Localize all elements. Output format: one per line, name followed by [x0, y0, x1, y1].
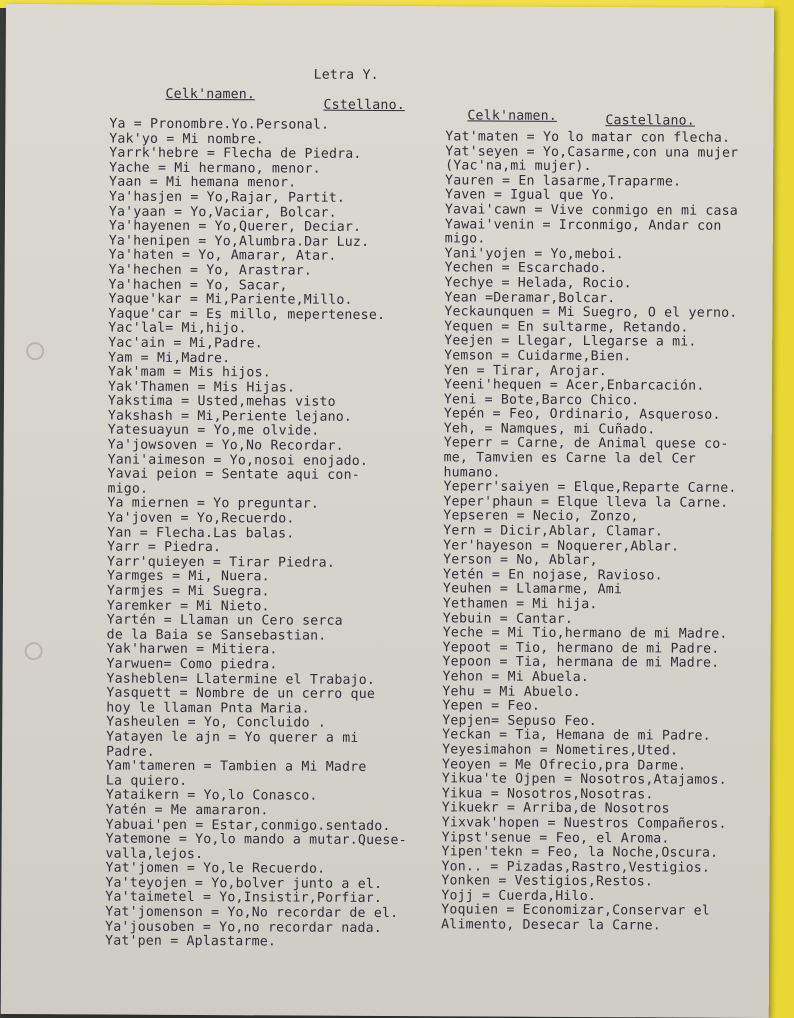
document-page	[1, 4, 774, 1018]
entry-line: Padre.	[106, 744, 155, 760]
entry-line: Yat'maten = Yo lo matar con flecha.	[445, 129, 731, 146]
entry-line: Yequen = En sultarme, Retando.	[444, 319, 689, 336]
entry-line: Yeuhen = Llamarme, Ami	[442, 581, 623, 598]
entry-line: Ya miernen = Yo preguntar.	[107, 495, 320, 513]
entry-line: Yepseren = Necio, Zonzo,	[443, 508, 639, 525]
entry-line: Yeche = Mi Tio,hermano de mi Madre.	[442, 625, 728, 642]
entry-line: Yethamen = Mi hija.	[442, 596, 598, 613]
entry-line: Yeeni'hequen = Acer,Enbarcación.	[443, 377, 705, 394]
left-column	[105, 118, 439, 952]
entry-line: Yarr = Piedra.	[107, 539, 222, 556]
entry-line: Yauren = En lasarme,Traparme.	[445, 173, 682, 190]
entry-line: Yan = Flecha.Las balas.	[107, 525, 295, 542]
entry-line: Ya'hachen = Yo, Sacar,	[108, 277, 288, 294]
entry-line: Yepoon = Tia, hermana de mi Madre.	[442, 654, 720, 672]
entry-line: Yaque'car = Es millo, mepertenese.	[108, 306, 386, 323]
entry-line: Ya'henipen = Yo,Alumbra.Dar Luz.	[108, 233, 370, 250]
entry-line: (Yac'na,mi mujer).	[445, 158, 592, 175]
entry-line: Yerson = No, Ablar,	[443, 552, 598, 569]
entry-line: Yeckaunquen = Mi Suegro, O el yerno.	[444, 304, 738, 321]
entry-line: Yarmjes = Mi Suegra.	[106, 583, 270, 600]
entry-line: Yechen = Escarchado.	[444, 260, 608, 277]
entry-line: Yehu = Mi Abuelo.	[442, 683, 581, 700]
entry-line: Yakstima = Usted,mehas visto	[107, 393, 336, 411]
entry-line: La quiero.	[105, 773, 188, 789]
entry-line: Ya'hechen = Yo, Arastrar.	[108, 262, 313, 279]
entry-line: Ya'hayenen = Yo,Querer, Deciar.	[108, 218, 362, 236]
entry-line: Yakshash = Mi,Periente lejano.	[107, 408, 353, 425]
entry-line: Yavai'cawn = Vive conmigo en mi casa	[444, 202, 738, 219]
entry-line: Yixvak'hopen = Nuestros Compañeros.	[441, 815, 727, 832]
entry-line: Yen = Tirar, Arojar.	[444, 362, 607, 379]
entry-line: Yipen'tekn = Feo, la Noche,Oscura.	[441, 844, 719, 861]
entry-line: Yasheblen= Llatermine el Trabajo.	[106, 671, 376, 688]
entry-line: Ya = Pronombre.Yo.Personal.	[109, 116, 330, 133]
entry-line: Yipst'senue = Feo, el Aroma.	[441, 829, 670, 846]
entry-line: valla,lejos.	[105, 846, 204, 862]
entry-line: Yavai peion = Sentate aqui con-	[107, 466, 360, 484]
header-right-native: Celk'namen.	[467, 108, 558, 124]
entry-line: Yeni = Bote,Barco Chico.	[443, 391, 640, 409]
entry-line: Yat'jomenson = Yo,No recordar de el.	[105, 904, 399, 922]
entry-line: humano.	[443, 464, 501, 481]
header-left-spanish: Cstellano.	[323, 97, 405, 114]
entry-line: Yoquien = Economizar,Conservar el	[441, 902, 710, 920]
entry-line: Ya'taimetel = Yo,Insistir,Porfiar.	[105, 890, 383, 907]
entry-line: Yeperr = Carne, de Animal quese co-	[443, 435, 729, 453]
entry-line: Yabuai'pen = Estar,conmigo.sentado.	[105, 817, 391, 834]
entry-line: Ya'joven = Yo,Recuerdo.	[107, 510, 295, 527]
entry-line: Yikua = Nosotros,Nosotras.	[441, 786, 654, 803]
entry-line: Yatesuayun = Yo,me olvide.	[107, 423, 320, 440]
header-left-native: Celk'namen.	[165, 86, 256, 103]
entry-line: Yehon = Mi Abuela.	[442, 669, 590, 686]
entry-line: Yeckan = Tia, Hemana de mi Padre.	[442, 727, 711, 745]
page-title: Letra Y.	[313, 67, 379, 83]
entry-line: me, Tamvien es Carne la del Cer	[443, 450, 696, 467]
entry-line: Yatemone = Yo,lo mando a mutar.Quese-	[105, 831, 407, 849]
entry-line: Yikuekr = Arriba,de Nosotros	[441, 800, 670, 817]
entry-line: Yani'yojen = Yo,meboi.	[444, 246, 624, 262]
entry-line: Ya'yaan = Yo,Vaciar, Bolcar.	[108, 204, 337, 221]
entry-line: Yarmges = Mi, Nuera.	[106, 568, 270, 585]
entry-line: Yeoyen = Me Ofrecio,pra Darme.	[441, 756, 687, 774]
entry-line: Yak'yo = Mi nombre.	[109, 131, 264, 147]
entry-line: Yatayen le ajn = Yo querer a mi	[106, 729, 359, 746]
entry-line: Yepén = Feo, Ordinario, Asqueroso.	[443, 406, 721, 424]
right-column	[441, 130, 785, 934]
entry-line: Yaremker = Mi Nieto.	[106, 598, 270, 614]
header-right-spanish: Castellano.	[605, 113, 695, 129]
entry-line: Yetén = En nojase, Ravioso.	[442, 567, 663, 584]
entry-line: Yaven = Igual que Yo.	[444, 187, 616, 204]
entry-line: Yache = Mi hermano, menor.	[109, 160, 321, 177]
entry-line: Yat'seyen = Yo,Casarme,con una mujer	[445, 143, 739, 161]
entry-line: Ya'jousoben = Yo,no recordar nada.	[105, 919, 382, 936]
entry-line: Yaan = Mi hemana menor.	[109, 174, 297, 191]
entry-line: migo.	[107, 481, 149, 497]
entry-line: Ya'hasjen = Yo,Rajar, Partit.	[108, 189, 346, 206]
entry-line: Yam'tameren = Tambien a Mi Madre	[105, 758, 367, 776]
entry-line: Ya'haten = Yo, Amarar, Atar.	[108, 247, 337, 265]
entry-line: Yebuin = Cantar.	[442, 610, 574, 627]
entry-line: Yarwuen= Como piedra.	[106, 656, 278, 673]
entry-line: hoy le llaman Pnta Maria.	[106, 700, 310, 717]
entry-line: Yonken = Vestigios,Restos.	[441, 873, 654, 890]
entry-line: Yani'aimeson = Yo,nosoi enojado.	[107, 452, 369, 469]
entry-line: Yepen = Feo.	[442, 698, 541, 714]
entry-line: Yak'Thamen = Mis Hijas.	[107, 379, 296, 396]
entry-line: Yeper'phaun = Elque lleva la Carne.	[443, 494, 729, 511]
entry-line: Yac'ain = Mi,Padre.	[108, 335, 263, 352]
punch-hole	[26, 342, 44, 360]
entry-line: Yat'pen = Aplastarme.	[105, 933, 277, 950]
entry-line: Yepoot = Tio, hermano de mi Padre.	[442, 640, 720, 657]
entry-line: Yaque'kar = Mi,Pariente,Millo.	[108, 291, 353, 308]
punch-hole	[25, 642, 43, 660]
entry-line: Alimento, Desecar la Carne.	[441, 917, 662, 934]
entry-line: Yikua'te Ojpen = Nosotros,Atajamos.	[441, 771, 727, 788]
entry-line: Yat'jomen = Yo,le Recuerdo.	[105, 860, 326, 877]
entry-line: Yemson = Cuidarme,Bien.	[444, 348, 632, 365]
entry-line: Yak'harwen = Mitiera.	[106, 641, 278, 658]
entry-line: Yataikern = Yo,lo Conasco.	[105, 787, 318, 804]
entry-line: Yechye = Helada, Rocio.	[444, 275, 632, 292]
entry-line: Yawai'venin = Irconmigo, Andar con	[444, 216, 722, 234]
entry-line: Yartén = Llaman un Cero serca	[106, 612, 343, 629]
entry-line: Yeperr'saiyen = Elque,Reparte Carne.	[443, 479, 737, 497]
entry-line: migo.	[444, 231, 486, 247]
entry-line: Yepjen= Sepuso Feo.	[442, 713, 597, 729]
entry-line: Yeejen = Llegar, Llegarse a mi.	[444, 333, 697, 350]
entry-line: de la Baia se Sansebastian.	[106, 627, 327, 644]
entry-line: Yon.. = Pizadas,Rastro,Vestigios.	[441, 858, 711, 876]
entry-line: Yac'lal= Mi,hijo.	[108, 320, 247, 337]
entry-line: Yasquett = Nombre de un cerro que	[106, 685, 376, 703]
entry-line: Yatén = Me amararon.	[105, 802, 269, 819]
entry-line: Yojj = Cuerda,Hilo.	[441, 888, 597, 904]
entry-line: Yeh, = Namques, mi Cuñado.	[443, 421, 656, 438]
entry-line: Yean =Deramar,Bolcar.	[444, 289, 616, 306]
entry-line: Yern = Dicir,Ablar, Clamar.	[443, 523, 664, 540]
entry-line: Yarrk'hebre = Flecha de Piedra.	[109, 145, 362, 163]
entry-line: Yarr'quieyen = Tirar Piedra.	[107, 554, 336, 571]
entry-line: Ya'teyojen = Yo,bolver junto a el.	[105, 875, 383, 892]
entry-line: Yeyesimahon = Nometires,Uted.	[442, 742, 679, 759]
entry-line: Ya'jowsoven = Yo,No Recordar.	[107, 437, 344, 454]
entry-line: Yak'mam = Mis hijos.	[108, 364, 271, 381]
entry-line: Yasheulen = Yo, Concluido .	[106, 714, 327, 732]
entry-line: Yam = Mi,Madre.	[108, 350, 231, 366]
entry-line: Yer'hayeson = Noquerer,Ablar.	[443, 537, 680, 555]
